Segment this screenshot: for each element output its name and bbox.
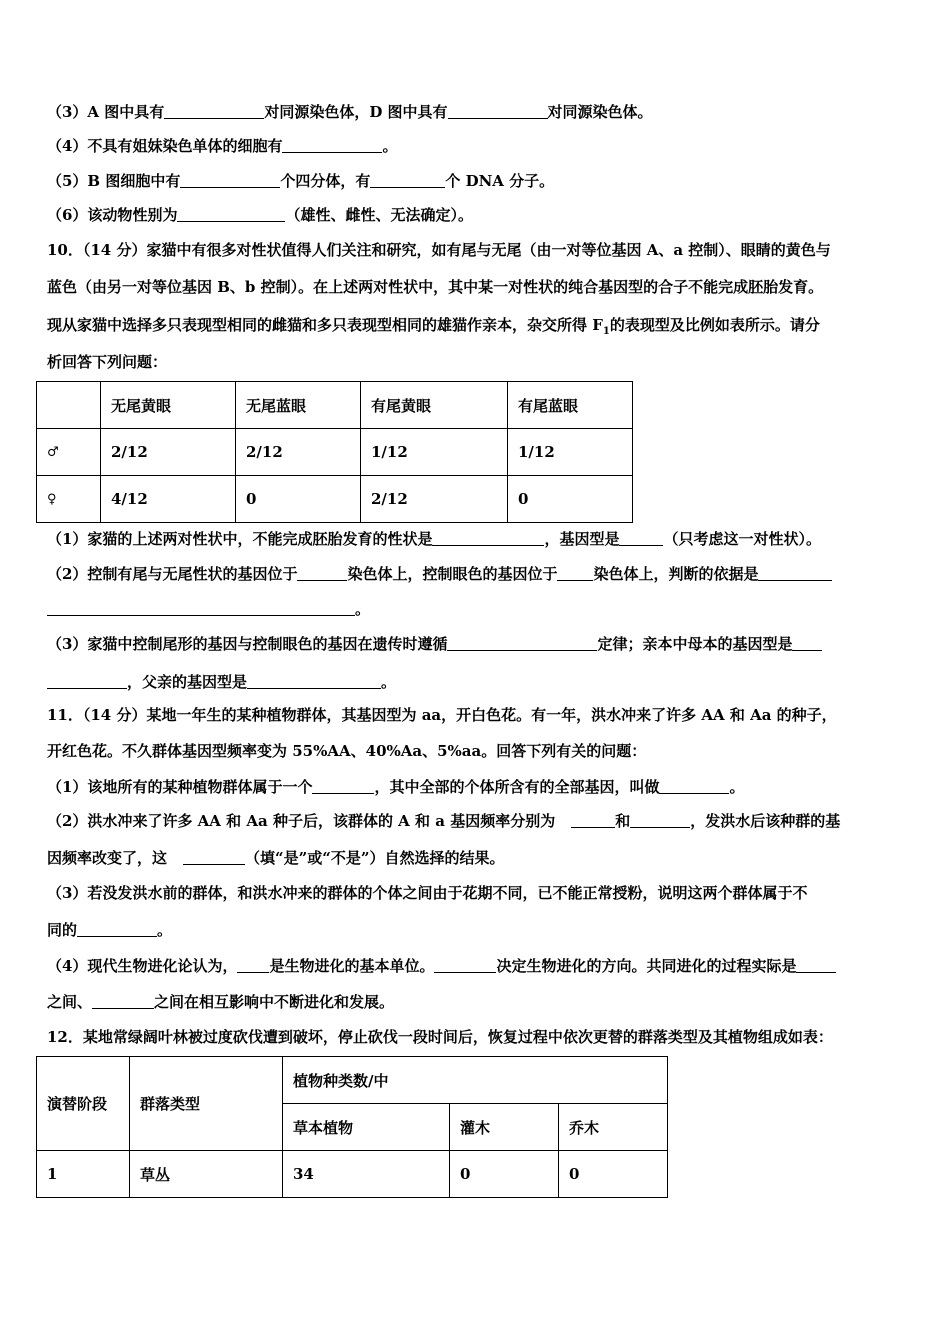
q11-part4-cont [47,992,394,1012]
q11-part1 [47,777,744,797]
q9-part6-text-b: （雄性、雌性、无法确定）。 [285,206,473,224]
table-cell: 1/12 [361,429,508,476]
q10-part2-text-d: 。 [355,600,371,618]
q11-line1: 11．（14 分）某地一年生的某种植物群体，其基因型为 aa，开白色花。有一年，洪水冲来了许多 AA 和 Aa 的种子， [47,706,837,724]
q11-part3-cont [47,920,172,940]
table-header-cell: 乔木 [559,1104,668,1151]
q9-part3-text-c: 对同源染色体。 [547,103,653,121]
q9-part4 [47,136,397,156]
answer-blank[interactable] [77,920,157,937]
f1-subscript: 1 [602,326,610,337]
q10-line4: 析回答下列问题： [47,353,168,371]
table-header-cell [37,382,101,429]
table-header-cell: 无尾蓝眼 [236,382,361,429]
q11-part4-text-d: 之间、 [47,993,93,1011]
table-cell: 2/12 [361,476,508,523]
q10-line1: 10．（14 分）家猫中有很多对性状值得人们关注和研究，如有尾与无尾（由一对等位基因 A、a 控制）、眼睛的黄色与 [47,241,831,259]
q11-part2-cont [47,848,505,868]
answer-blank[interactable] [164,102,264,119]
q12-succession-table [36,1056,668,1198]
answer-blank[interactable] [432,529,544,546]
male-symbol: ♂ [37,429,101,476]
answer-blank[interactable] [47,599,355,616]
answer-blank[interactable] [177,205,285,222]
q9-part4-text-b: 。 [382,137,398,155]
answer-blank[interactable] [247,672,381,689]
table-row [37,476,633,523]
q10-part1-text-c: （只考虑这一对性状）。 [663,530,821,548]
answer-blank[interactable] [434,956,496,973]
q11-part4 [47,956,836,976]
table-cell: 2/12 [101,429,236,476]
q11-part1-text-b: ，其中全部的个体所含有的全部基因，叫做 [374,778,660,796]
table-cell: 4/12 [101,476,236,523]
q11-part4-text-e: 之间在相互影响中不断进化和发展。 [154,993,395,1011]
answer-blank[interactable] [282,136,382,153]
table-header-cell: 有尾蓝眼 [508,382,633,429]
table-header-cell: 有尾黄眼 [361,382,508,429]
q10-line3-text-b: 的表现型及比例如表所示。请分 [609,316,820,334]
table-cell: 34 [283,1151,450,1198]
q10-part2-text-a: （2）控制有尾与无尾性状的基因位于 [47,565,298,583]
q9-part5-text-c: 个 DNA 分子。 [445,172,555,190]
answer-blank[interactable] [571,811,615,828]
q11-line2: 开红色花。不久群体基因型频率变为 55%AA、40%Aa、5%aa。回答下列有关的问题： [47,742,647,760]
table-header-row [37,382,633,429]
table-header-cell: 植物种类数/中 [283,1057,668,1104]
table-cell: 2/12 [236,429,361,476]
table-cell: 0 [559,1151,668,1198]
q11-part3-text-c: 。 [157,921,173,939]
q10-line3 [47,315,820,342]
table-header-cell: 草本植物 [283,1104,450,1151]
q10-part2-text-c: 染色体上，判断的依据是 [593,565,759,583]
q9-part3 [47,102,653,122]
answer-blank[interactable] [237,956,269,973]
answer-blank[interactable] [659,777,729,794]
q11-part2-text-e: （填“是”或“不是”）自然选择的结果。 [245,849,505,867]
q9-part3-text-a: （3）A 图中具有 [47,103,165,121]
q9-part6-text-a: （6）该动物性别为 [47,206,178,224]
answer-blank[interactable] [557,564,593,581]
q11-part3: （3）若没发洪水前的群体，和洪水冲来的群体的个体之间由于花期不同，已不能正常授粉，说明这两个群体属于不 [47,884,808,902]
q10-phenotype-table [36,381,633,523]
table-row [37,429,633,476]
answer-blank[interactable] [796,956,836,973]
answer-blank[interactable] [758,564,832,581]
q11-part2-text-c: ，发洪水后该种群的基 [690,812,841,830]
q11-part4-text-c: 决定生物进化的方向。共同进化的过程实际是 [496,957,797,975]
q9-part5 [47,171,554,191]
answer-blank[interactable] [92,992,154,1009]
q10-part3-text-c: ，父亲的基因型是 [127,673,248,691]
answer-blank[interactable] [792,634,822,651]
q9-part3-text-b: 对同源染色体，D 图中具有 [264,103,448,121]
q11-part3-text-b: 同的 [47,921,78,939]
female-symbol: ♀ [37,476,101,523]
answer-blank[interactable] [312,777,374,794]
q9-part5-text-b: 个四分体，有 [280,172,371,190]
q11-part2-text-b: 和 [615,812,631,830]
q10-part2-cont [47,599,370,619]
table-header-cell: 灌木 [450,1104,559,1151]
q11-part1-text-c: 。 [729,778,745,796]
table-cell: 1/12 [508,429,633,476]
q9-part4-text-a: （4）不具有姐妹染色单体的细胞有 [47,137,283,155]
q10-part3-text-b: 定律；亲本中母本的基因型是 [597,635,793,653]
table-cell: 草丛 [130,1151,283,1198]
q10-part2 [47,564,832,584]
table-cell: 1 [37,1151,130,1198]
q11-part2 [47,811,840,831]
q10-part1 [47,529,821,549]
q11-part4-text-a: （4）现代生物进化论认为， [47,957,238,975]
answer-blank[interactable] [448,102,548,119]
answer-blank[interactable] [370,171,445,188]
q10-part1-text-b: ，基因型是 [544,530,620,548]
table-header-cell: 无尾黄眼 [101,382,236,429]
q11-part1-text-a: （1）该地所有的某种植物群体属于一个 [47,778,313,796]
table-header-cell: 群落类型 [130,1057,283,1151]
answer-blank[interactable] [630,811,690,828]
q10-part3 [47,634,822,654]
table-header-cell: 演替阶段 [37,1057,130,1151]
q9-part5-text-a: （5）B 图细胞中有 [47,172,181,190]
q9-part6 [47,205,473,225]
q12-line1: 12．某地常绿阔叶林被过度砍伐遭到破坏，停止砍伐一段时间后，恢复过程中依次更替的群落类型及其植物组成如表： [47,1028,833,1046]
q11-part2-text-d: 因频率改变了，这 [47,849,168,867]
table-header-row [37,1057,668,1104]
table-cell: 0 [450,1151,559,1198]
q10-line2: 蓝色（由另一对等位基因 B、b 控制）。在上述两对性状中，其中某一对性状的纯合基因型的合子不能完成胚胎发育。 [47,278,824,296]
q10-part3-text-d: 。 [381,673,397,691]
q10-part1-text-a: （1）家猫的上述两对性状中，不能完成胚胎发育的性状是 [47,530,433,548]
answer-blank[interactable] [297,564,347,581]
answer-blank[interactable] [619,529,663,546]
q10-part3-cont [47,672,396,692]
answer-blank[interactable] [47,672,127,689]
q11-part2-text-a: （2）洪水冲来了许多 AA 和 Aa 种子后，该群体的 A 和 a 基因频率分别为 [47,812,556,830]
table-cell: 0 [508,476,633,523]
table-row [37,1151,668,1198]
answer-blank[interactable] [447,634,597,651]
answer-blank[interactable] [180,171,280,188]
q10-part2-text-b: 染色体上，控制眼色的基因位于 [347,565,558,583]
answer-blank[interactable] [183,848,245,865]
q11-part4-text-b: 是生物进化的基本单位。 [269,957,435,975]
table-cell: 0 [236,476,361,523]
q10-part3-text-a: （3）家猫中控制尾形的基因与控制眼色的基因在遗传时遵循 [47,635,448,653]
q10-line3-text-a: 现从家猫中选择多只表现型相同的雌猫和多只表现型相同的雄猫作亲本，杂交所得 F [47,316,603,334]
